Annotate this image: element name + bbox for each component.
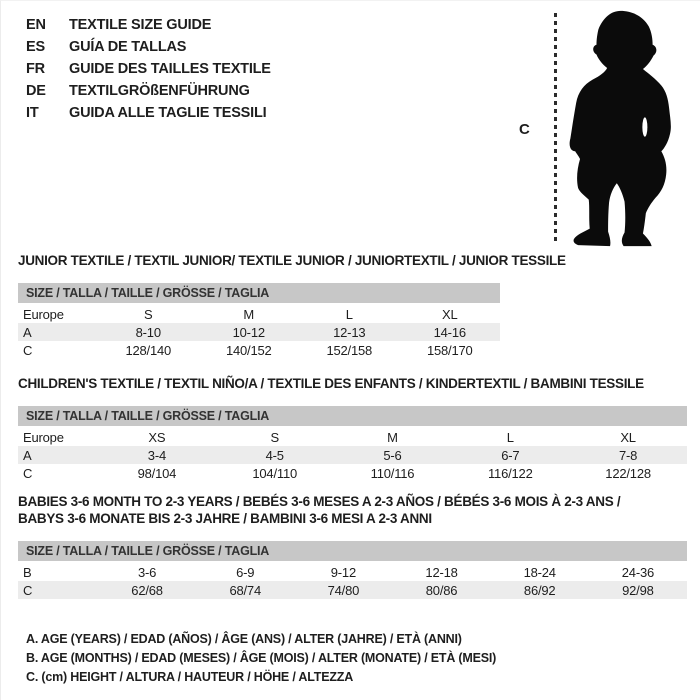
table-row bbox=[18, 341, 500, 359]
row-label: C bbox=[23, 465, 33, 481]
cell-value: 8-10 bbox=[135, 324, 161, 340]
language-code: DE bbox=[26, 83, 46, 99]
size-table bbox=[18, 428, 687, 482]
cell-value: 6-7 bbox=[501, 447, 520, 463]
cell-value: 80/86 bbox=[425, 582, 458, 598]
footnote-line: A. AGE (YEARS) / EDAD (AÑOS) / ÂGE (ANS) / ALTER (JAHRE) / ETÀ (ANNI) bbox=[26, 632, 462, 646]
section-title bbox=[18, 252, 566, 269]
size-table bbox=[18, 305, 500, 359]
table-row bbox=[18, 446, 687, 464]
cell-value: L bbox=[506, 429, 514, 445]
footnote-line: B. AGE (MONTHS) / EDAD (MESES) / ÂGE (MOIS) / ALTER (MONATE) / ETÀ (MESI) bbox=[26, 651, 497, 665]
cell-value: 7-8 bbox=[618, 447, 638, 463]
cell-value: 92/98 bbox=[622, 582, 654, 598]
cell-value: 6-9 bbox=[236, 564, 255, 580]
height-measure-dashed-line bbox=[554, 13, 557, 244]
cell-value: S bbox=[270, 429, 279, 445]
height-measure-label: C bbox=[519, 121, 530, 138]
language-list bbox=[26, 14, 271, 124]
size-section bbox=[18, 375, 687, 482]
cell-value: 122/128 bbox=[605, 465, 651, 481]
language-title: GUIDE DES TAILLES TEXTILE bbox=[69, 61, 271, 77]
cell-value: 158/170 bbox=[426, 342, 473, 358]
footnotes bbox=[26, 630, 496, 687]
cell-value: 140/152 bbox=[225, 342, 272, 358]
cell-value: 4-5 bbox=[265, 447, 284, 463]
cell-value: L bbox=[345, 306, 353, 322]
cell-value: 86/92 bbox=[523, 582, 556, 598]
language-title: GUIDA ALLE TAGLIE TESSILI bbox=[69, 105, 267, 121]
table-row bbox=[18, 428, 687, 446]
language-code: FR bbox=[26, 61, 45, 77]
cell-value: 12-18 bbox=[425, 564, 458, 580]
section-title bbox=[18, 493, 687, 527]
cell-value: 104/110 bbox=[252, 465, 298, 481]
cell-value: XS bbox=[148, 429, 166, 445]
cell-value: M bbox=[387, 429, 398, 445]
row-label: A bbox=[23, 324, 32, 340]
table-row bbox=[18, 464, 687, 482]
language-row bbox=[26, 14, 271, 36]
cell-value: XL bbox=[620, 429, 636, 445]
cell-value: 110/116 bbox=[370, 465, 415, 481]
row-label: B bbox=[23, 564, 32, 580]
cell-value: S bbox=[144, 306, 153, 322]
cell-value: 98/104 bbox=[137, 465, 177, 481]
table-row bbox=[18, 563, 687, 581]
language-row bbox=[26, 36, 271, 58]
language-title: TEXTILE SIZE GUIDE bbox=[69, 17, 212, 33]
table-row bbox=[18, 581, 687, 599]
section-title-line: JUNIOR TEXTILE / TEXTIL JUNIOR/ TEXTILE JUNIOR / JUNIORTEXTIL / JUNIOR TESSILE bbox=[18, 253, 566, 268]
cell-value: 116/122 bbox=[487, 465, 533, 481]
row-label: Europe bbox=[23, 306, 64, 322]
language-row bbox=[26, 80, 271, 102]
size-header-bar: SIZE / TALLA / TAILLE / GRÖSSE / TAGLIA bbox=[18, 406, 687, 426]
table-row bbox=[18, 305, 500, 323]
cell-value: 9-12 bbox=[330, 564, 356, 580]
cell-value: 3-6 bbox=[137, 564, 157, 580]
section-title-line: BABIES 3-6 MONTH TO 2-3 YEARS / BEBÉS 3-6 MESES A 2-3 AÑOS / BÉBÉS 3-6 MOIS À 2-3 ANS / bbox=[18, 494, 621, 509]
cell-value: 12-13 bbox=[333, 324, 366, 340]
toddler-silhouette-icon bbox=[562, 9, 690, 249]
section-title-line: BABYS 3-6 MONATE BIS 2-3 JAHRE / BAMBINI 3-6 MESI A 2-3 ANNI bbox=[18, 511, 432, 526]
size-section bbox=[18, 252, 566, 359]
cell-value: 18-24 bbox=[523, 564, 556, 580]
size-header-bar: SIZE / TALLA / TAILLE / GRÖSSE / TAGLIA bbox=[18, 541, 687, 561]
table-body bbox=[18, 563, 687, 599]
language-code: ES bbox=[26, 39, 45, 55]
cell-value: 3-4 bbox=[147, 447, 166, 463]
language-code: IT bbox=[26, 105, 39, 121]
table-body bbox=[18, 305, 500, 359]
row-label: C bbox=[23, 582, 33, 598]
row-label: C bbox=[23, 342, 33, 358]
language-row bbox=[26, 58, 271, 80]
cell-value: 152/158 bbox=[326, 342, 373, 358]
section-title bbox=[18, 375, 687, 392]
language-code: EN bbox=[26, 17, 46, 33]
language-row bbox=[26, 102, 271, 124]
language-title: TEXTILGRÖßENFÜHRUNG bbox=[69, 83, 250, 99]
language-title: GUÍA DE TALLAS bbox=[69, 39, 187, 55]
cell-value: 24-36 bbox=[621, 564, 655, 580]
footnote-line: C. (cm) HEIGHT / ALTURA / HAUTEUR / HÖHE / ALTEZZA bbox=[26, 670, 354, 684]
cell-value: 14-16 bbox=[433, 324, 466, 340]
cell-value: M bbox=[243, 306, 255, 322]
cell-value: 62/68 bbox=[131, 582, 163, 598]
table-body bbox=[18, 428, 687, 482]
row-label: Europe bbox=[23, 429, 64, 445]
section-title-line: CHILDREN'S TEXTILE / TEXTIL NIÑO/A / TEXTILE DES ENFANTS / KINDERTEXTIL / BAMBINI TESSILE bbox=[18, 376, 644, 391]
size-section bbox=[18, 493, 687, 599]
size-table bbox=[18, 563, 687, 599]
cell-value: XL bbox=[441, 306, 458, 322]
cell-value: 10-12 bbox=[232, 324, 265, 340]
row-label: A bbox=[23, 447, 32, 463]
cell-value: 68/74 bbox=[229, 582, 261, 598]
cell-value: 74/80 bbox=[327, 582, 360, 598]
cell-value: 128/140 bbox=[125, 342, 172, 358]
size-header-bar: SIZE / TALLA / TAILLE / GRÖSSE / TAGLIA bbox=[18, 283, 500, 303]
table-row bbox=[18, 323, 500, 341]
cell-value: 5-6 bbox=[383, 447, 402, 463]
